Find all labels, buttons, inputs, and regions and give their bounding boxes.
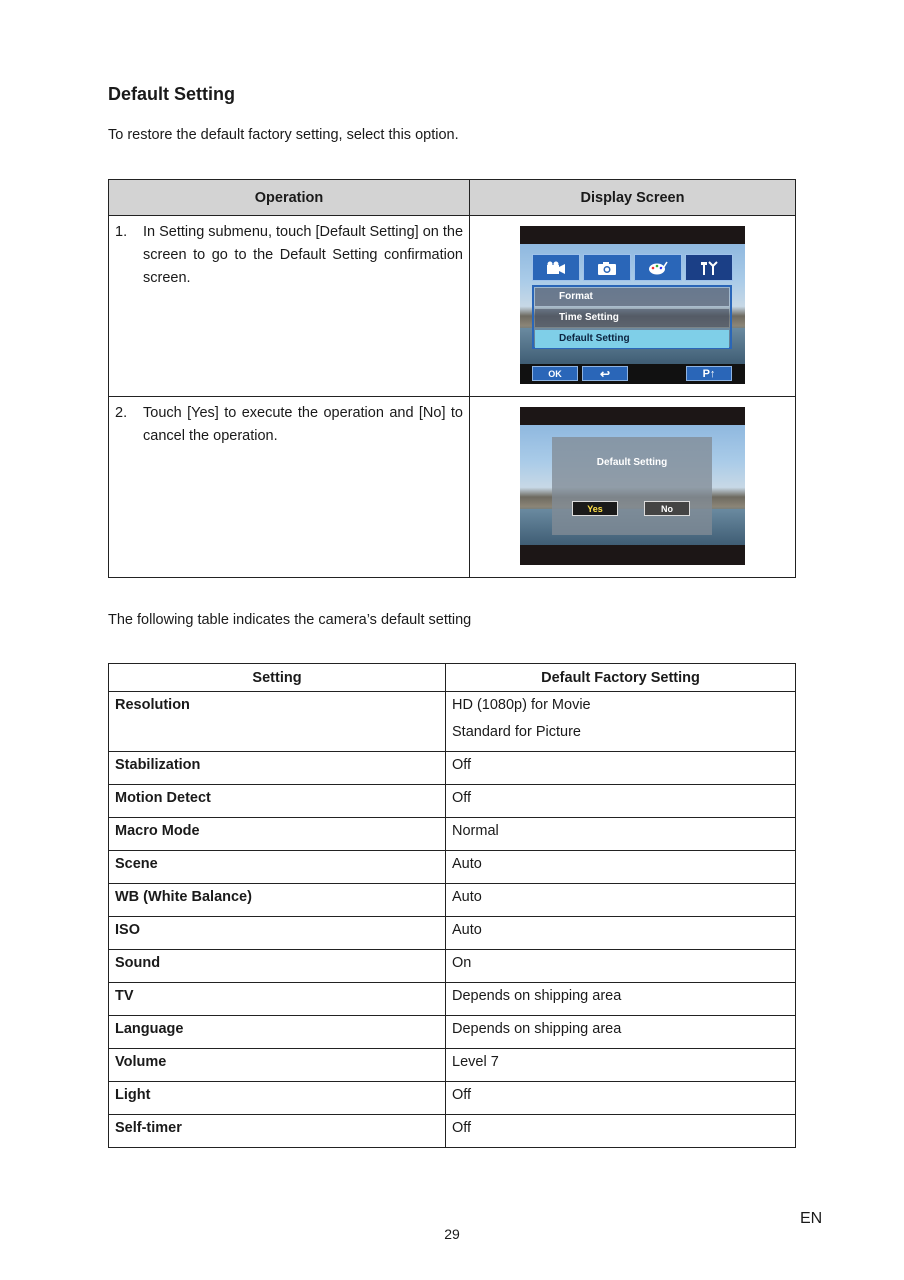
setting-value-cell (446, 785, 796, 818)
setting-name: Sound (109, 950, 446, 983)
dialog-title: Default Setting (596, 457, 668, 468)
camera-screen-settings-menu (520, 226, 745, 384)
setting-name: WB (White Balance) (109, 884, 446, 917)
confirmation-dialog (552, 437, 712, 535)
step-text: Touch [Yes] to execute the operation and [No] to cancel the operation. (143, 405, 463, 444)
setting-value-cell (446, 917, 796, 950)
intro-text: To restore the default factory setting, select this option. (108, 127, 459, 143)
setting-name: Light (109, 1082, 446, 1115)
menu-item-format[interactable]: Format (535, 288, 729, 306)
setting-value-cell (446, 752, 796, 785)
setting-value-cell (446, 884, 796, 917)
step-text: In Setting submenu, touch [Default Setting] on the screen to go to the Default Setting confirmation screen. (143, 224, 464, 286)
operation-header: Operation (109, 180, 470, 216)
setting-name: Scene (109, 851, 446, 884)
operation-step-cell (109, 216, 470, 397)
table-row (109, 884, 796, 917)
setting-value: Standard for Picture (452, 724, 581, 740)
setting-value: Depends on shipping area (452, 1021, 622, 1037)
setting-value: Level 7 (452, 1054, 499, 1070)
camera-screen-confirmation (520, 407, 745, 565)
mode-tabs (532, 254, 733, 281)
table-row (109, 917, 796, 950)
setting-value: Normal (452, 823, 499, 839)
table-row (109, 851, 796, 884)
setting-value-cell (446, 950, 796, 983)
display-screen-cell (470, 216, 796, 397)
setting-value: HD (1080p) for Movie (452, 697, 591, 713)
setting-value: Auto (452, 856, 482, 872)
default-settings-table (108, 663, 796, 1148)
table-row (109, 1049, 796, 1082)
palette-icon[interactable] (634, 254, 682, 281)
power-up-button[interactable]: P↑ (686, 366, 732, 381)
setting-header: Setting (109, 664, 446, 692)
table-row (109, 1016, 796, 1049)
ok-button[interactable]: OK (532, 366, 578, 381)
operation-step-cell (109, 397, 470, 578)
table-row (109, 818, 796, 851)
operation-table (108, 179, 796, 578)
page-title: Default Setting (108, 84, 236, 104)
operation-row-2 (109, 397, 796, 578)
setting-name: Motion Detect (109, 785, 446, 818)
setting-name: Stabilization (109, 752, 446, 785)
setting-value-cell (446, 818, 796, 851)
setting-value-cell (446, 1016, 796, 1049)
camera-icon[interactable] (583, 254, 631, 281)
table-row (109, 692, 796, 752)
back-button[interactable]: ↩ (582, 366, 628, 381)
step-number: 1. (115, 224, 128, 240)
yes-button[interactable]: Yes (572, 501, 618, 516)
table-row (109, 983, 796, 1016)
setting-name: Volume (109, 1049, 446, 1082)
default-value-header: Default Factory Setting (446, 664, 796, 692)
display-screen-cell (470, 397, 796, 578)
setting-value: Depends on shipping area (452, 988, 622, 1004)
setting-value-cell (446, 1115, 796, 1148)
setting-value-cell (446, 983, 796, 1016)
table-row (109, 1082, 796, 1115)
page-number: 29 (444, 1226, 460, 1242)
movie-camera-icon[interactable] (532, 254, 580, 281)
setting-value-cell (446, 851, 796, 884)
table-row (109, 785, 796, 818)
setting-value-cell (446, 1082, 796, 1115)
display-screen-header: Display Screen (470, 180, 796, 216)
button-bar (520, 364, 745, 384)
setting-value: Off (452, 790, 472, 806)
menu-item-default-setting[interactable]: Default Setting (535, 330, 729, 348)
defaults-intro-text: The following table indicates the camera’s default setting (108, 612, 472, 628)
setting-value: Off (452, 1087, 472, 1103)
table-row (109, 1115, 796, 1148)
table-row (109, 950, 796, 983)
step-number: 2. (115, 405, 128, 421)
setting-value: Off (452, 757, 472, 773)
setting-value: Auto (452, 922, 482, 938)
language-code: EN (800, 1210, 823, 1227)
setting-value-cell (446, 692, 796, 752)
setting-name: ISO (109, 917, 446, 950)
setting-name: Macro Mode (109, 818, 446, 851)
setting-name: Language (109, 1016, 446, 1049)
setting-name: Resolution (109, 692, 446, 752)
setting-name: TV (109, 983, 446, 1016)
setting-value: Off (452, 1120, 472, 1136)
tools-icon[interactable] (685, 254, 733, 281)
setting-name: Self-timer (109, 1115, 446, 1148)
setting-value: Auto (452, 889, 482, 905)
setting-value: On (452, 955, 472, 971)
settings-submenu (532, 285, 732, 349)
menu-item-time-setting[interactable]: Time Setting (535, 309, 729, 327)
setting-value-cell (446, 1049, 796, 1082)
table-row (109, 752, 796, 785)
no-button[interactable]: No (644, 501, 690, 516)
operation-row-1 (109, 216, 796, 397)
